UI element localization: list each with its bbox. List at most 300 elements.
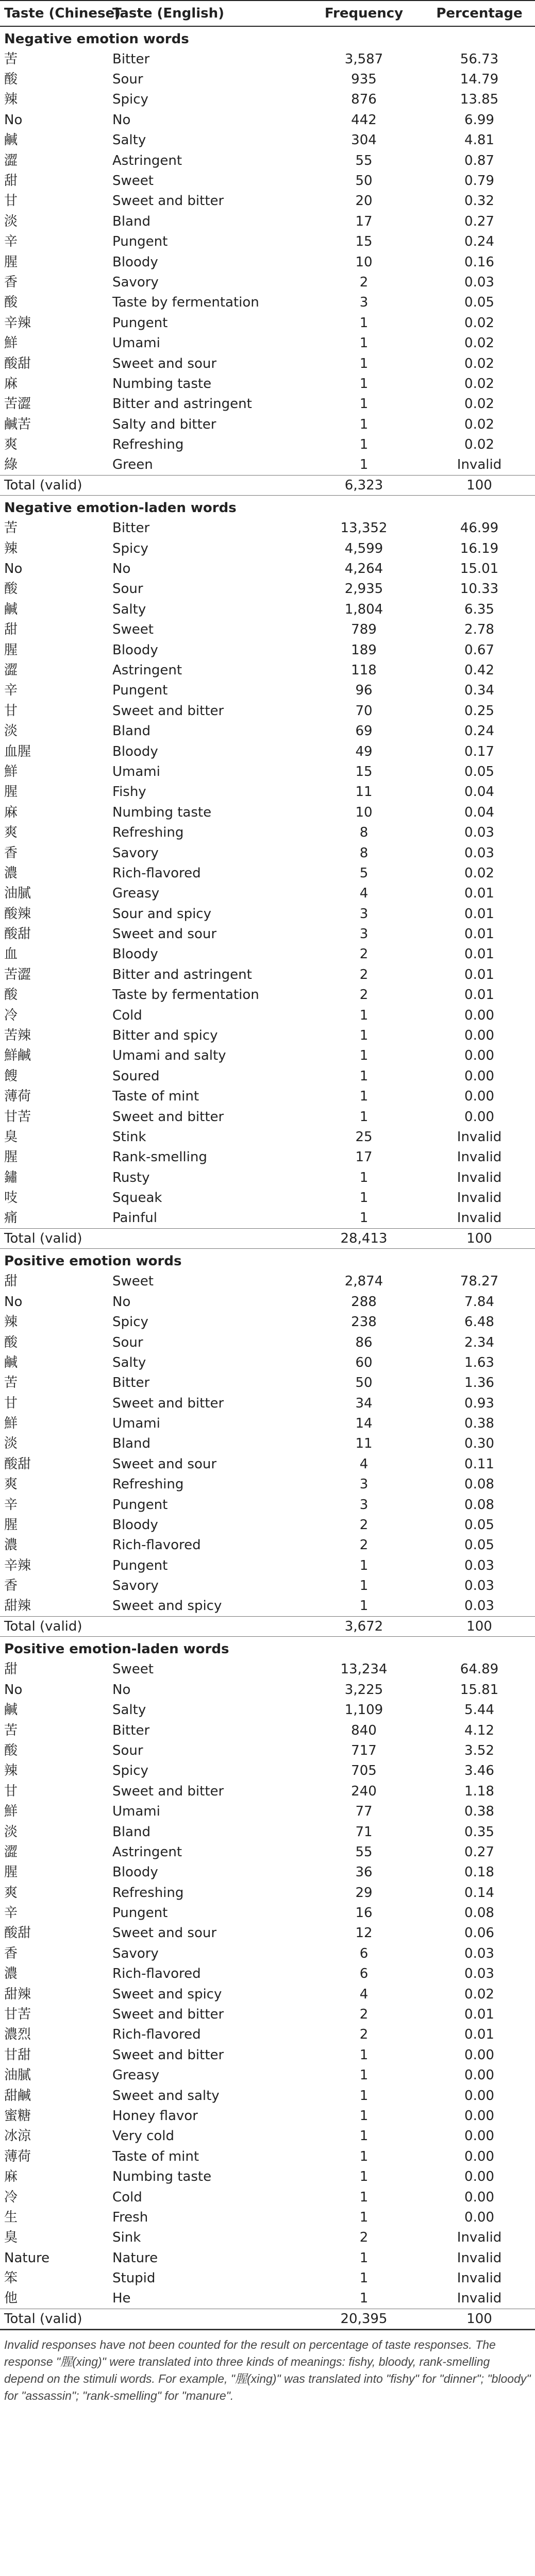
taste-chinese-cell: 濃烈 (4, 2027, 31, 2043)
taste-english-cell: Sweet and bitter (112, 1109, 224, 1125)
taste-chinese-cell: 鹹苦 (4, 416, 31, 432)
percentage-cell: 0.93 (464, 1395, 494, 1411)
percentage-cell: 0.24 (464, 723, 494, 739)
taste-chinese-cell: 酸甜 (4, 1925, 31, 1941)
taste-chinese-cell: 腥 (4, 642, 18, 658)
table-row (0, 90, 535, 110)
frequency-cell: 1 (359, 1089, 369, 1105)
table-row (0, 721, 535, 741)
percentage-cell: 15.81 (460, 1682, 499, 1698)
table-row (0, 1454, 535, 1474)
taste-chinese-cell: 辛 (4, 683, 18, 699)
frequency-cell: 1 (359, 1048, 369, 1064)
percentage-cell: 7.84 (464, 1294, 494, 1310)
table-row (0, 2268, 535, 2288)
frequency-cell: 1 (359, 396, 369, 412)
taste-chinese-cell: 鮮鹹 (4, 1048, 31, 1064)
taste-chinese-cell: 苦 (4, 1722, 18, 1738)
table-row (0, 2187, 535, 2207)
taste-english-cell: Sweet (112, 1274, 154, 1290)
taste-chinese-cell: No (4, 1682, 23, 1698)
taste-english-cell: Rusty (112, 1170, 150, 1185)
frequency-cell: 6,323 (304, 475, 424, 495)
taste-english-cell: Bitter and astringent (112, 967, 252, 982)
table-row (0, 1842, 535, 1862)
taste-chinese-cell: 甘 (4, 1783, 18, 1799)
taste-chinese-cell: 腥 (4, 1865, 18, 1880)
percentage-cell: 0.01 (464, 2007, 494, 2023)
frequency-cell: 1 (359, 1598, 369, 1614)
taste-chinese-cell: 酸辣 (4, 906, 31, 922)
frequency-cell: 1 (359, 416, 369, 432)
percentage-cell: 0.03 (464, 1578, 494, 1594)
frequency-cell: 1 (359, 457, 369, 473)
table-row (0, 1781, 535, 1801)
taste-chinese-cell: 腥 (4, 254, 18, 270)
percentage-cell: 0.38 (464, 1416, 494, 1432)
taste-english-cell: Numbing taste (112, 376, 212, 392)
taste-english-cell: Spicy (112, 1314, 148, 1330)
taste-english-cell: Pungent (112, 1497, 168, 1513)
taste-chinese-cell: 爽 (4, 437, 18, 453)
taste-english-cell: Umami (112, 335, 160, 351)
taste-english-cell: Sweet and bitter (112, 703, 224, 719)
frequency-cell: 705 (351, 1763, 377, 1779)
taste-english-cell: Bitter (112, 520, 150, 536)
taste-english-cell: Sweet and spicy (112, 1986, 222, 2002)
table-row (0, 293, 535, 313)
table-row (0, 191, 535, 211)
section-header-row (0, 496, 535, 518)
taste-chinese-cell: 苦 (4, 51, 18, 67)
table-row (0, 414, 535, 434)
taste-chinese-cell: 冷 (4, 1007, 18, 1023)
percentage-cell: 0.24 (464, 234, 494, 250)
taste-chinese-cell: 濃 (4, 1537, 18, 1553)
taste-english-cell: Umami and salty (112, 1048, 226, 1064)
taste-chinese-cell: 甘苦 (4, 2007, 31, 2023)
taste-chinese-cell: 酸 (4, 987, 18, 1003)
frequency-cell: 717 (351, 1742, 377, 1758)
percentage-cell: 0.02 (464, 437, 494, 453)
percentage-cell: 1.36 (464, 1375, 494, 1391)
table-row (0, 1393, 535, 1413)
taste-chinese-cell: 辣 (4, 1763, 18, 1779)
percentage-cell: 0.08 (464, 1477, 494, 1493)
taste-english-cell: Sweet (112, 1662, 154, 1677)
percentage-cell: 0.02 (464, 1986, 494, 2002)
table-row (0, 1312, 535, 1332)
taste-english-cell: Sweet and bitter (112, 2047, 224, 2063)
table-row (0, 1680, 535, 1700)
table-row (0, 660, 535, 680)
percentage-cell: Invalid (457, 457, 502, 473)
table-header (0, 1, 535, 26)
table-row (0, 2146, 535, 2166)
taste-chinese-cell: 生 (4, 2209, 18, 2225)
taste-english-cell: Salty (112, 1354, 146, 1370)
taste-english-cell: Pungent (112, 1557, 168, 1573)
taste-english-cell: Sweet and bitter (112, 1395, 224, 1411)
taste-english-cell: Sweet (112, 622, 154, 638)
taste-english-cell: Savory (112, 845, 159, 861)
percentage-cell: 0.06 (464, 1925, 494, 1941)
taste-chinese-cell: 腥 (4, 1517, 18, 1533)
taste-english-cell: Taste by fermentation (112, 987, 259, 1003)
frequency-cell: 118 (351, 663, 377, 679)
percentage-cell: 0.00 (464, 2108, 494, 2124)
taste-english-cell: Sink (112, 2230, 141, 2246)
taste-chinese-cell: 甜辣 (4, 1598, 31, 1614)
percentage-cell: 0.00 (464, 2169, 494, 2185)
percentage-cell: 0.05 (464, 1517, 494, 1533)
percentage-cell: 0.04 (464, 784, 494, 800)
taste-english-cell: Savory (112, 1578, 159, 1594)
taste-chinese-cell: 酸 (4, 581, 18, 597)
percentage-cell: 0.03 (464, 1966, 494, 1982)
taste-chinese-cell: 笨 (4, 2270, 18, 2286)
frequency-cell: 16 (355, 1905, 373, 1921)
taste-chinese-cell: 香 (4, 845, 18, 861)
taste-english-cell: Sweet and sour (112, 1925, 217, 1941)
taste-english-cell: Sweet and bitter (112, 193, 224, 209)
table-footnote: Invalid responses have not been counted for the result on percentage of taste responses. The response "腥(xing)" were translated into three kinds of meanings: fishy, bloody, rank-smelling depend on the stimuli words. For example, "腥(xing)" was translated into "fishy" for "dinner"; "bloody" for "assassin"; "rank-smelling" for "manure". (0, 2329, 535, 2404)
taste-chinese-cell: 酸甜 (4, 926, 31, 942)
taste-english-cell: He (112, 2291, 131, 2307)
section-header-row (0, 26, 535, 49)
percentage-cell: 0.02 (464, 416, 494, 432)
frequency-cell: 2,874 (344, 1274, 383, 1290)
frequency-cell: 1 (359, 1068, 369, 1084)
frequency-cell: 11 (355, 784, 373, 800)
taste-english-cell: Pungent (112, 315, 168, 331)
taste-english-cell: Taste of mint (112, 2148, 199, 2164)
frequency-cell: 2 (359, 1537, 369, 1553)
percentage-cell: 0.27 (464, 213, 494, 229)
frequency-cell: 3 (359, 906, 369, 922)
percentage-cell: 0.67 (464, 642, 494, 658)
percentage-cell: 10.33 (460, 581, 499, 597)
table-row (0, 374, 535, 394)
table-row (0, 2166, 535, 2187)
taste-chinese-cell: 鹹 (4, 132, 18, 148)
total-label: Total (valid) (0, 2309, 108, 2329)
frequency-cell: 3 (359, 295, 369, 311)
taste-english-cell: Bloody (112, 1517, 158, 1533)
frequency-cell: 69 (355, 723, 373, 739)
percentage-cell: 0.02 (464, 335, 494, 351)
table-row (0, 69, 535, 89)
table-row (0, 1576, 535, 1596)
taste-english-cell: Sour (112, 1742, 143, 1758)
table-row (0, 538, 535, 558)
table-row (0, 1025, 535, 1045)
taste-english-cell: Sour (112, 1334, 143, 1350)
frequency-cell: 1 (359, 335, 369, 351)
taste-chinese-cell: 鮮 (4, 764, 18, 779)
taste-chinese-cell: 油膩 (4, 886, 31, 902)
table-row (0, 1005, 535, 1025)
taste-english-cell: Umami (112, 1416, 160, 1432)
frequency-cell: 1 (359, 2047, 369, 2063)
table-row (0, 1147, 535, 1167)
percentage-cell: 0.00 (464, 2128, 494, 2144)
table-row (0, 1761, 535, 1781)
taste-english-cell: Bitter and spicy (112, 1028, 218, 1044)
taste-chinese-cell: 甘 (4, 193, 18, 209)
percentage-cell: 0.35 (464, 1824, 494, 1840)
taste-english-cell: Honey flavor (112, 2108, 198, 2124)
table-row (0, 252, 535, 272)
percentage-cell: 0.05 (464, 764, 494, 779)
percentage-cell: 5.44 (464, 1702, 494, 1718)
total-row (0, 1616, 535, 1636)
taste-chinese-cell: 痛 (4, 1210, 18, 1226)
taste-chinese-cell: 蜜糖 (4, 2108, 31, 2124)
percentage-cell: 0.01 (464, 906, 494, 922)
frequency-cell: 25 (355, 1129, 373, 1145)
taste-chinese-cell: 鮮 (4, 1804, 18, 1820)
taste-chinese-cell: 濃 (4, 865, 18, 881)
percentage-cell: 6.48 (464, 1314, 494, 1330)
frequency-cell: 1 (359, 1170, 369, 1185)
frequency-cell: 1 (359, 2250, 369, 2266)
frequency-cell: 2,935 (344, 581, 383, 597)
header-row (0, 1, 535, 26)
taste-chinese-cell: 鹹 (4, 601, 18, 617)
frequency-cell: 442 (351, 112, 377, 128)
frequency-cell: 50 (355, 1375, 373, 1391)
percentage-cell: 0.87 (464, 152, 494, 168)
taste-english-cell: Fishy (112, 784, 146, 800)
frequency-cell: 1 (359, 2088, 369, 2104)
taste-chinese-cell: 他 (4, 2291, 18, 2307)
taste-english-cell: Sweet and bitter (112, 1783, 224, 1799)
table-row (0, 1883, 535, 1903)
frequency-cell: 55 (355, 152, 373, 168)
taste-english-cell: Sour (112, 72, 143, 88)
frequency-cell: 876 (351, 92, 377, 108)
table-row (0, 558, 535, 579)
percentage-cell: 16.19 (460, 540, 499, 556)
taste-chinese-cell: 酸 (4, 295, 18, 311)
taste-chinese-cell: 辛辣 (4, 315, 31, 331)
table-row (0, 1596, 535, 1616)
percentage-cell: 0.05 (464, 1537, 494, 1553)
percentage-cell: 0.00 (464, 2047, 494, 2063)
taste-chinese-cell: 麻 (4, 2169, 18, 2185)
table-body (0, 26, 535, 2329)
percentage-cell: 100 (424, 1616, 535, 1636)
taste-english-cell: Stink (112, 1129, 146, 1145)
frequency-cell: 1 (359, 1028, 369, 1044)
table-row (0, 1555, 535, 1575)
percentage-cell: 0.02 (464, 865, 494, 881)
frequency-cell: 77 (355, 1804, 373, 1820)
taste-english-cell: Cold (112, 1007, 142, 1023)
taste-chinese-cell: 香 (4, 1945, 18, 1961)
table-row (0, 1923, 535, 1943)
percentage-cell: 0.03 (464, 1598, 494, 1614)
percentage-cell: 0.00 (464, 1028, 494, 1044)
percentage-cell: Invalid (457, 2230, 502, 2246)
taste-english-cell: Salty and bitter (112, 416, 216, 432)
taste-chinese-cell: 吱 (4, 1190, 18, 1206)
frequency-cell: 1 (359, 2128, 369, 2144)
table-row (0, 1964, 535, 1984)
taste-english-cell: Rank-smelling (112, 1149, 207, 1165)
table-row (0, 1127, 535, 1147)
frequency-cell: 20,395 (304, 2309, 424, 2329)
taste-english-cell: Pungent (112, 234, 168, 250)
section-header-row (0, 1637, 535, 1659)
frequency-cell: 13,352 (340, 520, 388, 536)
section-title: Negative emotion words (4, 31, 189, 47)
taste-english-cell: Pungent (112, 683, 168, 699)
taste-english-cell: Stupid (112, 2270, 156, 2286)
taste-english-cell: Sour and spicy (112, 906, 211, 922)
table-row (0, 1903, 535, 1923)
table-row (0, 1700, 535, 1720)
table-row (0, 1740, 535, 1760)
frequency-cell: 3 (359, 1477, 369, 1493)
percentage-cell: 0.03 (464, 1945, 494, 1961)
taste-english-cell: Astringent (112, 152, 182, 168)
frequency-cell: 3,672 (304, 1616, 424, 1636)
table-row (0, 211, 535, 231)
taste-chinese-cell: 甜 (4, 622, 18, 638)
frequency-cell: 17 (355, 213, 373, 229)
frequency-cell: 6 (359, 1966, 369, 1982)
table-row (0, 822, 535, 842)
percentage-cell: 0.00 (464, 2189, 494, 2205)
table-row (0, 1515, 535, 1535)
total-row (0, 475, 535, 495)
percentage-cell: 0.00 (464, 2088, 494, 2104)
frequency-cell: 3,587 (344, 51, 383, 67)
percentage-cell: 0.01 (464, 946, 494, 962)
frequency-cell: 1 (359, 376, 369, 392)
taste-english-cell: Fresh (112, 2209, 148, 2225)
frequency-cell: 1 (359, 1578, 369, 1594)
taste-chinese-cell: 腥 (4, 1149, 18, 1165)
frequency-cell: 4 (359, 1456, 369, 1472)
taste-chinese-cell: 香 (4, 1578, 18, 1594)
table-row (0, 333, 535, 353)
frequency-cell: 4 (359, 886, 369, 902)
taste-chinese-cell: 甜 (4, 173, 18, 189)
section-header-row (0, 1249, 535, 1272)
header-frequency: Frequency (304, 1, 424, 26)
total-label: Total (valid) (0, 475, 108, 495)
frequency-cell: 96 (355, 683, 373, 699)
table-row (0, 394, 535, 414)
table-row (0, 232, 535, 252)
section-title: Positive emotion words (4, 1253, 182, 1269)
taste-english-cell: Refreshing (112, 1885, 184, 1901)
taste-english-cell: Sweet and sour (112, 1456, 217, 1472)
taste-chinese-cell: No (4, 112, 23, 128)
table-row (0, 620, 535, 640)
table-row (0, 944, 535, 964)
frequency-cell: 1 (359, 1109, 369, 1125)
frequency-cell: 2 (359, 2230, 369, 2246)
taste-chinese-cell: 麻 (4, 804, 18, 820)
table-row (0, 2065, 535, 2086)
percentage-cell: 0.42 (464, 663, 494, 679)
taste-english-cell: Very cold (112, 2128, 175, 2144)
table-row (0, 2126, 535, 2146)
taste-english-cell (108, 475, 304, 495)
taste-chinese-cell: 辛 (4, 1905, 18, 1921)
table-row (0, 2106, 535, 2126)
taste-english-cell: Numbing taste (112, 2169, 212, 2185)
taste-english-cell: Umami (112, 764, 160, 779)
taste-chinese-cell: 苦 (4, 1375, 18, 1391)
taste-english-cell: Spicy (112, 92, 148, 108)
table-row (0, 1495, 535, 1515)
frequency-cell: 2 (359, 1517, 369, 1533)
frequency-cell: 14 (355, 1416, 373, 1432)
frequency-cell: 240 (351, 1783, 377, 1799)
frequency-cell: 1 (359, 2067, 369, 2083)
percentage-cell: Invalid (457, 1190, 502, 1206)
percentage-cell: Invalid (457, 2250, 502, 2266)
taste-chinese-cell: 辣 (4, 92, 18, 108)
frequency-cell: 4 (359, 1986, 369, 2002)
frequency-cell: 2 (359, 2007, 369, 2023)
taste-english-cell: Bloody (112, 743, 158, 759)
taste-chinese-cell: 苦 (4, 520, 18, 536)
frequency-cell: 935 (351, 72, 377, 88)
percentage-cell: Invalid (457, 1129, 502, 1145)
frequency-cell: 10 (355, 804, 373, 820)
frequency-cell: 10 (355, 254, 373, 270)
frequency-cell: 4,264 (344, 561, 383, 577)
taste-english-cell: Bitter (112, 1375, 150, 1391)
percentage-cell: 56.73 (460, 51, 499, 67)
taste-chinese-cell: 甜 (4, 1662, 18, 1677)
table-row (0, 1475, 535, 1495)
frequency-cell: 71 (355, 1824, 373, 1840)
percentage-cell: 2.34 (464, 1334, 494, 1350)
taste-chinese-cell: 淡 (4, 213, 18, 229)
taste-chinese-cell: 甜鹹 (4, 2088, 31, 2104)
taste-english-cell (108, 1616, 304, 1636)
section-title: Positive emotion-laden words (4, 1641, 229, 1657)
table-row (0, 2025, 535, 2045)
taste-english-cell: Painful (112, 1210, 158, 1226)
taste-chinese-cell: 甘 (4, 1395, 18, 1411)
percentage-cell: 0.00 (464, 2067, 494, 2083)
taste-chinese-cell: 淡 (4, 1436, 18, 1452)
frequency-cell: 1 (359, 1557, 369, 1573)
percentage-cell: 0.11 (464, 1456, 494, 1472)
taste-chinese-cell: 甘甜 (4, 2047, 31, 2063)
frequency-cell: 36 (355, 1865, 373, 1880)
taste-english-cell: Refreshing (112, 825, 184, 841)
taste-english-cell: Rich-flavored (112, 2027, 201, 2043)
percentage-cell: 100 (424, 2309, 535, 2329)
percentage-cell: 0.08 (464, 1497, 494, 1513)
table-row (0, 1535, 535, 1555)
table-row (0, 701, 535, 721)
taste-english-cell (108, 2309, 304, 2329)
table-row (0, 1801, 535, 1821)
percentage-cell: 0.18 (464, 1865, 494, 1880)
frequency-cell: 840 (351, 1722, 377, 1738)
frequency-cell: 6 (359, 1945, 369, 1961)
